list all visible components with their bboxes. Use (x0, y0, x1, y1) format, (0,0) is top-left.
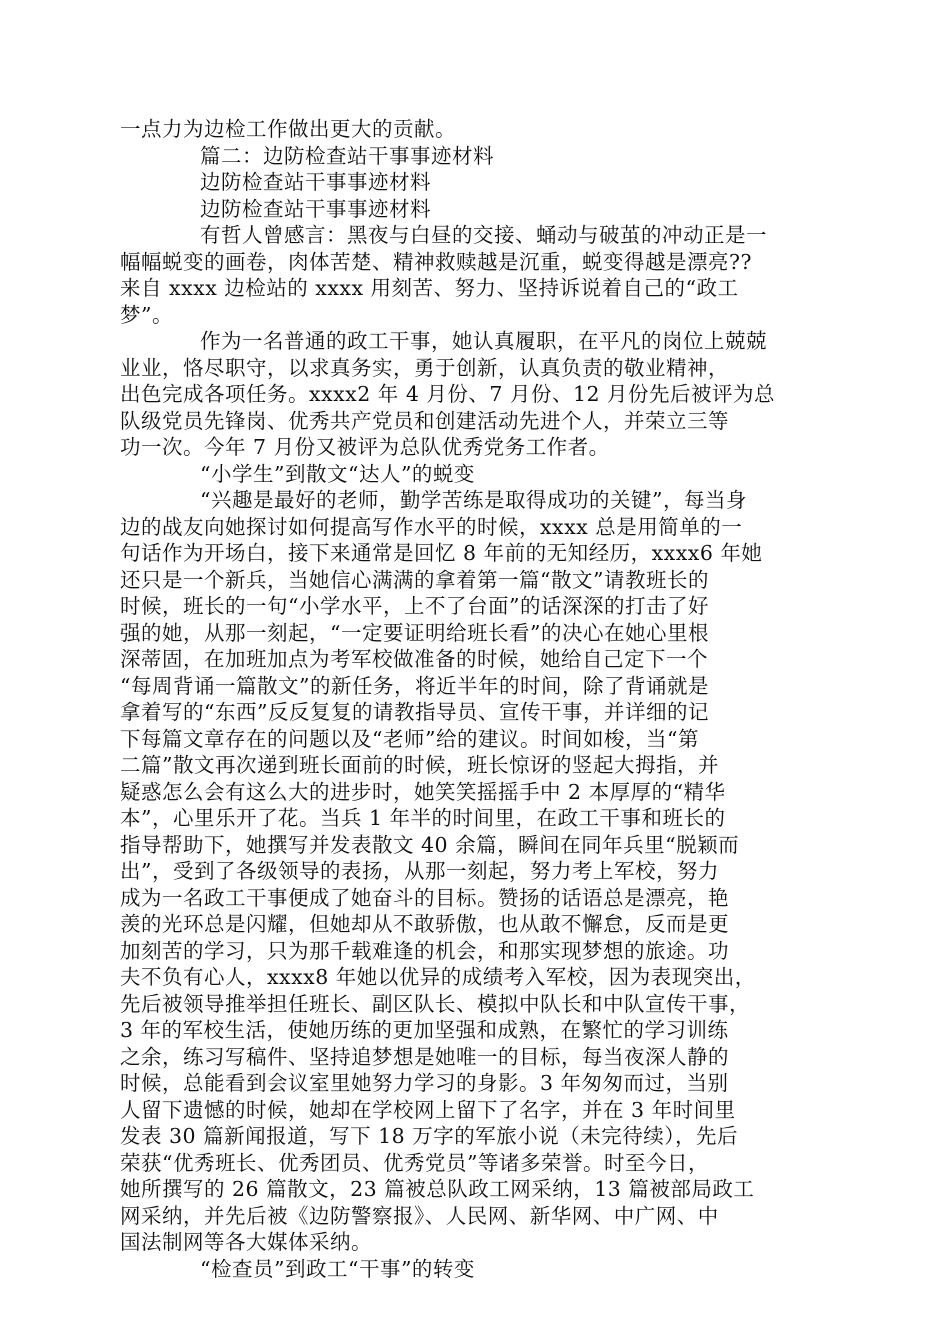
text-line: 时候，总能看到会议室里她努力学习的身影。3 年匆匆而过，当别 (120, 1071, 729, 1095)
text-line: “每周背诵一篇散文”的新任务，将近半年的时间，除了背诵就是 (120, 673, 709, 698)
text-line: 国法制网等各大媒体采纳。 (120, 1230, 372, 1254)
text-line: 来自 xxxx 边检站的 xxxx 用刻苦、努力、坚持诉说着自己的“政工 (120, 276, 739, 300)
text-line: 梦”。 (120, 302, 173, 327)
text-line: 拿着写的“东西”反反复复的请教指导员、宣传干事，并详细的记 (120, 700, 709, 724)
text-line: 幅幅蜕变的画卷，肉体苦楚、精神救赎越是沉重，蜕变得越是漂亮?? (120, 249, 752, 274)
text-line: 时候，班长的一句“小学水平，上不了台面”的话深深的打击了好 (120, 594, 709, 618)
text-line: 网采纳，并先后被《边防警察报》、人民网、新华网、中广网、中 (120, 1203, 719, 1228)
text-line: 功一次。今年 7 月份又被评为总队优秀党务工作者。 (120, 435, 610, 459)
text-line: 本”，心里乐开了花。当兵 1 年半的时间里，在政工干事和班长的 (120, 806, 726, 830)
text-line: 之余，练习写稿件、坚持追梦想是她唯一的目标，每当夜深人静的 (120, 1044, 729, 1069)
text-line: 下每篇文章存在的问题以及“老师”给的建议。时间如梭，当“第 (120, 726, 699, 751)
text-line: 出”，受到了各级领导的表扬，从那一刻起，努力考上军校，努力 (120, 859, 719, 883)
text-line: 出色完成各项任务。xxxx2 年 4 月份、7 月份、12 月份先后被评为总 (120, 382, 776, 406)
text-line: 人留下遗憾的时候，她却在学校网上留下了名字，并在 3 年时间里 (120, 1097, 736, 1122)
text-line: “兴趣是最好的老师，勤学苦练是取得成功的关键”，每当身 (200, 488, 747, 512)
text-line: 业业，恪尽职守，以求真务实，勇于创新，认真负责的敬业精神， (120, 355, 729, 380)
text-line: 还只是一个新兵，当她信心满满的拿着第一篇“散文”请教班长的 (120, 567, 709, 592)
text-line: “检查员”到政工“干事”的转变 (200, 1256, 475, 1281)
text-line: 3 年的军校生活，使她历练的更加坚强和成熟，在繁忙的学习训练 (120, 1018, 729, 1042)
text-line: 边防检查站干事事迹材料 (200, 196, 431, 221)
text-line: 篇二：边防检查站干事事迹材料 (200, 143, 494, 168)
text-line: 强的她，从那一刻起，“一定要证明给班长看”的决心在她心里根 (120, 620, 709, 645)
text-line: 句话作为开场白，接下来通常是回忆 8 年前的无知经历，xxxx6 年她 (120, 541, 763, 565)
text-line: 指导帮助下，她撰写并发表散文 40 余篇，瞬间在同年兵里“脱颖而 (120, 832, 740, 857)
text-line: 发表 30 篇新闻报道，写下 18 万字的军旅小说（未完待续），先后 (120, 1124, 738, 1148)
text-line: 羡的光环总是闪耀，但她却从不敢骄傲，也从敢不懈怠，反而是更 (120, 912, 729, 936)
text-line: 夫不负有心人，xxxx8 年她以优异的成绩考入军校，因为表现突出， (120, 965, 756, 989)
text-line: 边防检查站干事事迹材料 (200, 170, 431, 194)
text-line: 有哲人曾感言：黑夜与白昼的交接、蛹动与破茧的冲动正是一 (200, 223, 767, 247)
text-line: 队级党员先锋岗、优秀共产党员和创建活动先进个人，并荣立三等 (120, 408, 729, 433)
text-line: 荣获“优秀班长、优秀团员、优秀党员”等诸多荣誉。时至今日， (120, 1150, 709, 1175)
text-line: 深蒂固，在加班加点为考军校做准备的时候，她给自己定下一个 (120, 647, 708, 671)
text-line: 作为一名普通的政工干事，她认真履职，在平凡的岗位上兢兢 (200, 329, 767, 353)
document-body (120, 116, 830, 1282)
text-line: “小学生”到散文“达人”的蜕变 (200, 461, 475, 486)
text-line: 二篇”散文再次递到班长面前的时候，班长惊讶的竖起大拇指，并 (120, 753, 719, 777)
text-line: 她所撰写的 26 篇散文，23 篇被总队政工网采纳，13 篇被部局政工 (120, 1177, 755, 1201)
text-line: 先后被领导推举担任班长、副区队长、模拟中队长和中队宣传干事， (120, 991, 750, 1016)
text-line: 疑惑怎么会有这么大的进步时，她笑笑摇摇手中 2 本厚厚的“精华 (120, 779, 726, 804)
text-line: 边的战友向她探讨如何提高写作水平的时候，xxxx 总是用简单的一 (120, 514, 743, 539)
text-line: 一点力为边检工作做出更大的贡献。 (120, 117, 456, 141)
text-line: 加刻苦的学习，只为那千载难逢的机会，和那实现梦想的旅途。功 (120, 938, 729, 963)
text-line: 成为一名政工干事便成了她奋斗的目标。赞扬的话语总是漂亮，艳 (120, 885, 729, 910)
